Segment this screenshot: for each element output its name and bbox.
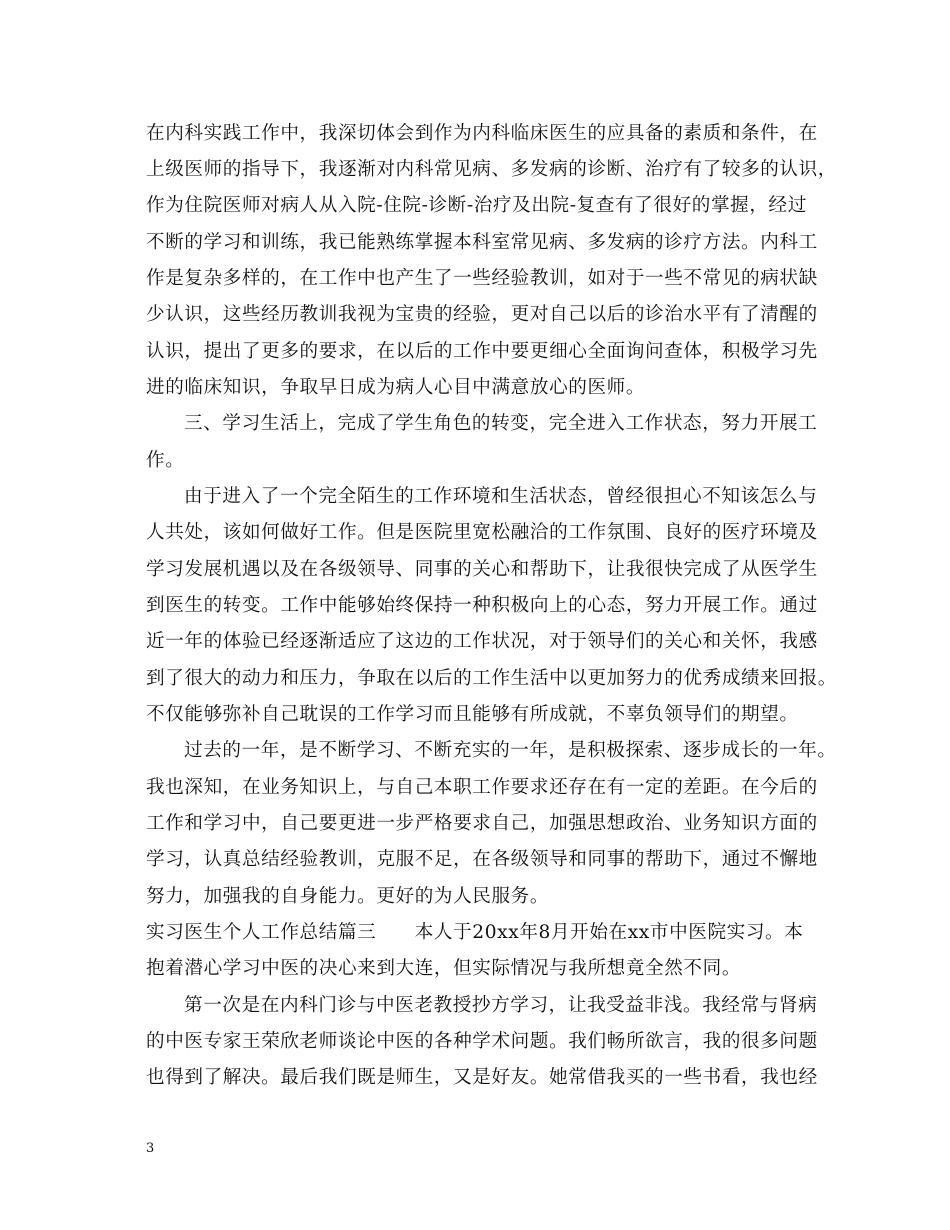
section-heading: 三、学习生活上，完成了学生角色的转变，完全进入工作状态，努力开展工 [184, 413, 818, 434]
text-line: 不断的学习和训练，我已能熟练掌握本科室常见病、多发病的诊疗方法。内科工 [146, 232, 818, 253]
text-line: 近一年的体验已经逐渐适应了这边的工作状况，对于领导们的关心和关怀，我感 [146, 631, 818, 652]
text-line: 人共处，该如何做好工作。但是医院里宽松融洽的工作氛围、良好的医疗环境及 [146, 522, 818, 543]
text-line: 作。 [146, 450, 185, 471]
text-line: 的中医专家王荣欣老师谈论中医的各种学术问题。我们畅所欲言，我的很多问题 [146, 1031, 818, 1052]
paragraph-start: 过去的一年，是不断学习、不断充实的一年，是积极探索、逐步成长的一年。 [184, 740, 837, 761]
text-line: 学习发展机遇以及在各级领导、同事的关心和帮助下，让我很快完成了从医学生 [146, 559, 818, 580]
text-line: 认识，提出了更多的要求，在以后的工作中要更细心全面询问查体，积极学习先 [146, 341, 818, 362]
text-line: 到医生的转变。工作中能够始终保持一种积极向上的心态，努力开展工作。通过 [146, 595, 818, 616]
text-line: 我也深知，在业务知识上，与自己本职工作要求还存在有一定的差距。在今后的 [146, 777, 818, 798]
page-number: 3 [146, 1141, 155, 1156]
text-line: 努力，加强我的自身能力。更好的为人民服务。 [146, 886, 550, 907]
text-line: 抱着潜心学习中医的决心来到大连，但实际情况与我所想竟全然不同。 [146, 958, 742, 979]
text-line: 工作和学习中，自己要更进一步严格要求自己，加强思想政治、业务知识方面的 [146, 813, 818, 834]
text-line: 作是复杂多样的，在工作中也产生了一些经验教训，如对于一些不常见的病状缺 [146, 268, 818, 289]
text-line: 上级医师的指导下，我逐渐对内科常见病、多发病的诊断、治疗有了较多的认识， [146, 159, 837, 180]
text-line: 少认识，这些经历教训我视为宝贵的经验，更对自己以后的诊治水平有了清醒的 [146, 304, 818, 325]
paragraph-start: 第一次是在内科门诊与中医老教授抄方学习，让我受益非浅。我经常与肾病 [184, 995, 818, 1016]
text-line: 进的临床知识，争取早日成为病人心目中满意放心的医师。 [146, 377, 646, 398]
text-line: 也得到了解决。最后我们既是师生，又是好友。她常借我买的一些书看，我也经 [146, 1067, 818, 1088]
paragraph-start: 由于进入了一个完全陌生的工作环境和生活状态，曾经很担心不知该怎么与 [184, 486, 818, 507]
section-title-line: 实习医生个人工作总结篇三 本人于20xx年8月开始在xx市中医院实习。本 [146, 922, 804, 943]
text-line: 作为住院医师对病人从入院-住院-诊断-治疗及出院-复查有了很好的掌握，经过 [146, 195, 807, 216]
text-line: 学习，认真总结经验教训，克服不足，在各级领导和同事的帮助下，通过不懈地 [146, 849, 818, 870]
text-line: 到了很大的动力和压力，争取在以后的工作生活中以更加努力的优秀成绩来回报。 [146, 668, 837, 689]
text-line: 不仅能够弥补自己耽误的工作学习而且能够有所成就，不辜负领导们的期望。 [146, 704, 799, 725]
text-line: 在内科实践工作中，我深切体会到作为内科临床医生的应具备的素质和条件，在 [146, 123, 818, 144]
